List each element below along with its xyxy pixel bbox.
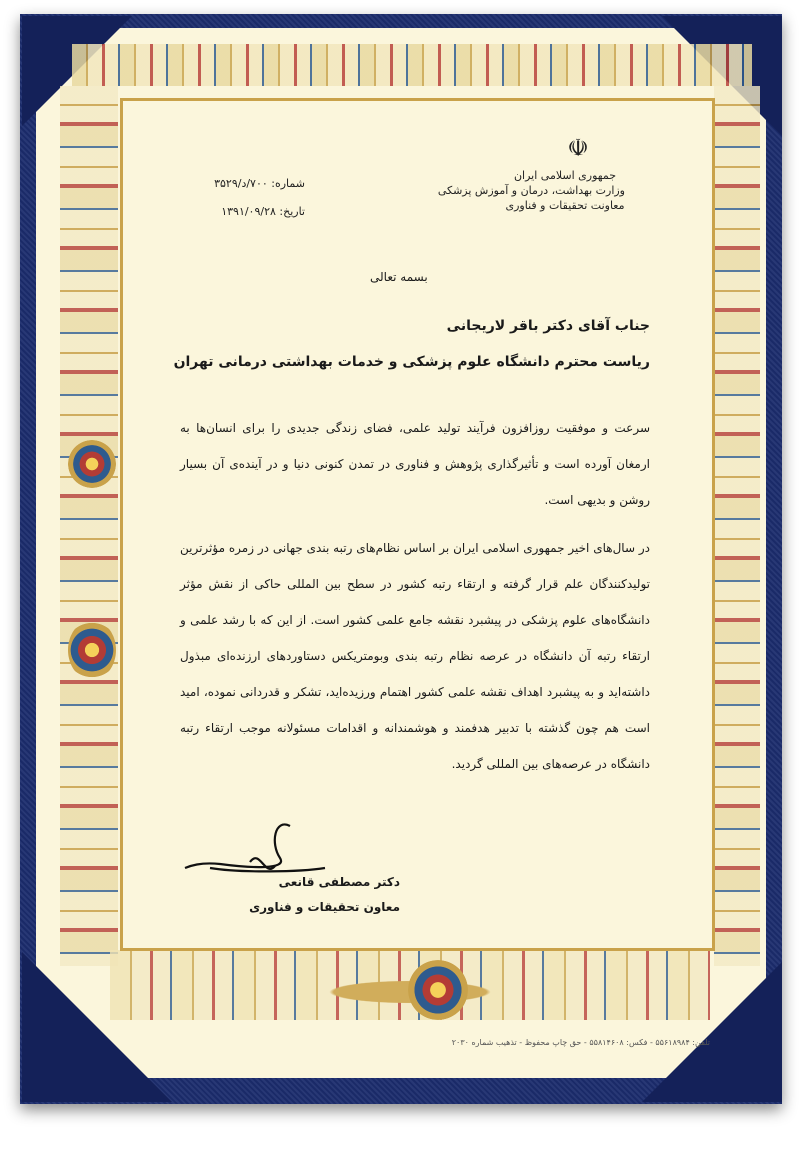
letter-number: شماره: ۷۰۰/د/۳۵۲۹: [214, 177, 305, 190]
letterhead-line: وزارت بهداشت، درمان و آموزش پزشکی: [437, 184, 625, 197]
ornament-border-left: [60, 86, 118, 966]
gold-rule-left: [120, 100, 123, 950]
rosette-ornament: [68, 620, 116, 680]
ornament-border-top: [72, 44, 752, 86]
invocation: بسمه تعالی: [370, 270, 428, 284]
rosette-ornament: [68, 440, 116, 488]
letterhead: [437, 168, 625, 213]
gold-rule-right: [712, 100, 715, 950]
letter-body: [180, 410, 650, 794]
letter-date: تاریخ: ۱۳۹۱/۰۹/۲۸: [221, 205, 305, 218]
gold-rule-bottom: [120, 948, 715, 951]
letter-meta: [190, 170, 305, 226]
letterhead-line: معاونت تحقیقات و فناوری: [505, 199, 625, 212]
letterhead-line: جمهوری اسلامی ایران: [513, 169, 617, 182]
footer-imprint: تلفن: ۵۵۶۱۸۹۸۴ - فکس: ۵۵۸۱۴۶۰۸ - حق چاپ محفوظ - تذهیب شماره ۲۰۳۰: [451, 1038, 710, 1047]
addressee: [173, 308, 650, 380]
signatory-title: معاون تحقیقات و فناوری: [249, 900, 400, 914]
addressee-position: ریاست محترم دانشگاه علوم پزشکی و خدمات بهداشتی درمانی تهران: [173, 354, 650, 370]
signatory-name: دکتر مصطفی قانعی: [278, 875, 400, 889]
gold-rule-top: [120, 98, 715, 101]
rosette-ornament: [408, 960, 468, 1020]
addressee-name: جناب آقای دکتر باقر لاریجانی: [446, 318, 650, 334]
iran-emblem-icon: ☫: [567, 134, 589, 162]
body-paragraph: سرعت و موفقیت روزافزون فرآیند تولید علمی، فضای زندگی جدیدی را برای انسان‌ها به ارمغان آورده است و تأثیرگذاری پژوهش و فناوری در تمدن کنونی دنیا و در آینده‌ی آن بسیار روشن و بدیهی است.: [180, 421, 650, 507]
ornament-border-right: [714, 86, 760, 966]
body-paragraph: در سال‌های اخیر جمهوری اسلامی ایران بر اساس نظام‌های رتبه بندی جهانی در زمره مؤثرترین تولیدکنندگان علم قرار گرفته و ارتقاء رتبه کشور در سطح بین المللی حاکی از نقش مؤثر دانشگاه‌های علوم پزشکی در پیشبرد نقشه جامع علمی کشور است. از این که با رشد علمی و ارتقاء رتبه آن دانشگاه در عرصه نظام رتبه بندی وبومتریکس دستاوردهای ارزنده‌ای مبذول داشته‌اید و به پیشبرد اهداف نقشه علمی کشور اهتمام ورزیده‌اید، تشکر و قدردانی نموده، امید است هم چون گذشته با تدبیر هدفمند و هوشمندانه و اقدامات مسئولانه موجب ارتقاء رتبه دانشگاه در عرصه‌های بین المللی گردید.: [180, 541, 650, 771]
